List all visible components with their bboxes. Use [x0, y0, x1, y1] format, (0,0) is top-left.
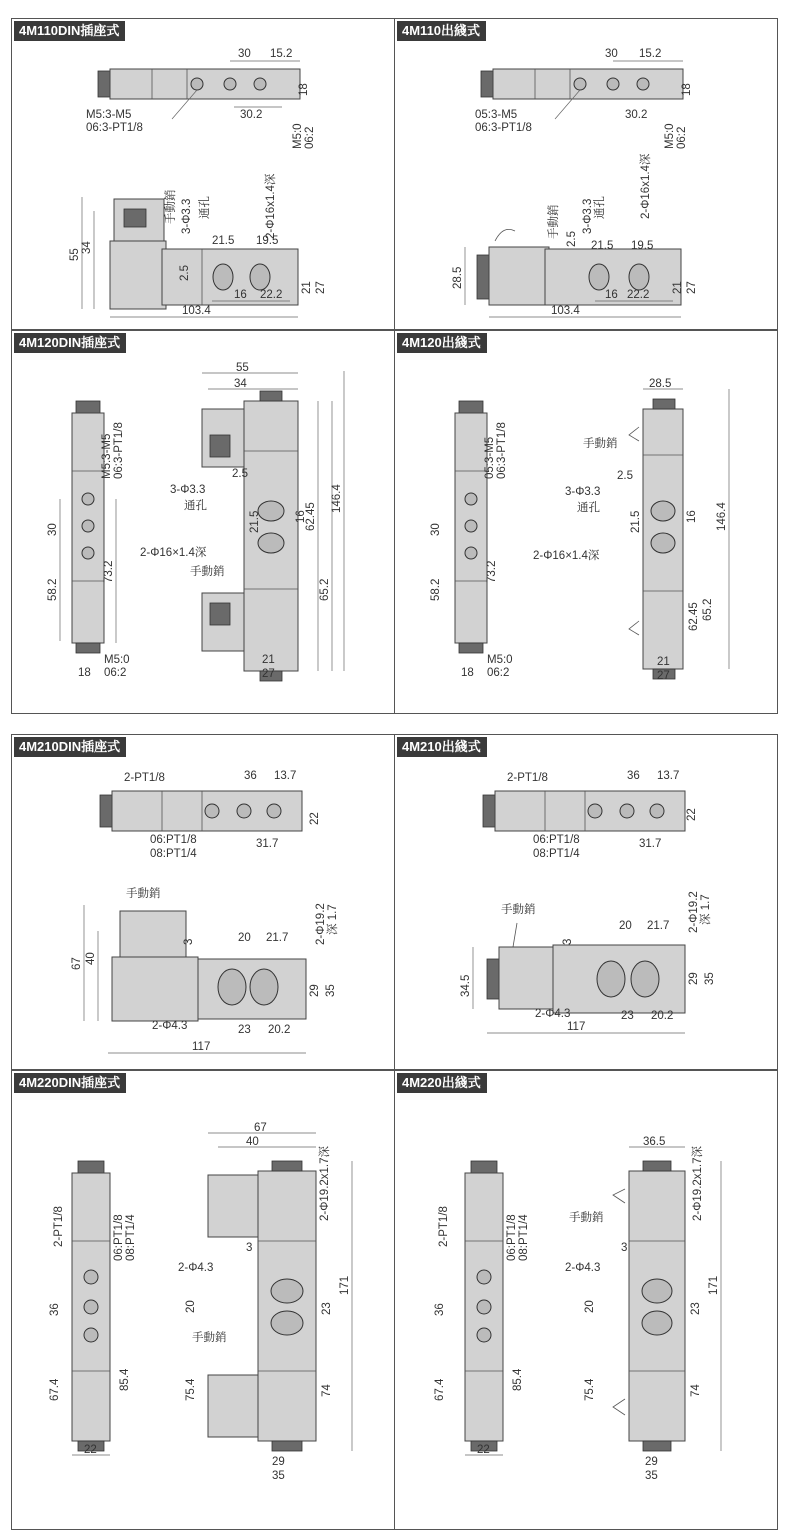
dim-label: 36: [434, 1303, 446, 1316]
lead-wire: [629, 427, 639, 441]
label-thru: 通孔: [594, 196, 606, 219]
dim-label: 35: [325, 984, 337, 997]
label-hole: 3-Φ3.3: [170, 484, 206, 496]
valve-body-top: [493, 69, 683, 99]
dim-label: 30.2: [625, 109, 648, 121]
dim-label: 29: [688, 972, 700, 985]
dim-label: 16: [605, 289, 618, 301]
valve-body-top: [110, 69, 300, 99]
label-manual: 手動銷: [583, 438, 618, 450]
dim-label: 3: [246, 1242, 253, 1254]
drawing-4m110-din: [12, 19, 395, 330]
dim-label: 36: [244, 770, 257, 782]
dim-label: 34.5: [460, 974, 472, 997]
dim-label: 58.2: [430, 578, 442, 601]
din-connector-bottom: [208, 1375, 258, 1437]
dim-label: 06:2: [487, 667, 510, 679]
dim-label: 3: [621, 1242, 628, 1254]
dim-label: 19.5: [631, 240, 654, 252]
dim-label: 67: [254, 1122, 267, 1134]
lead-wire: [495, 229, 515, 241]
dim-label: 27: [657, 670, 670, 682]
dim-label: 2.5: [232, 468, 248, 480]
dim-label: 20.2: [651, 1010, 674, 1022]
port-label: 2-PT1/8: [124, 772, 165, 784]
dim-label: 62.45: [688, 602, 700, 631]
label-phi: 2-Φ19.2: [315, 903, 327, 945]
panel-title: 4M210DIN插座式: [14, 737, 126, 757]
dim-label: 146.4: [331, 484, 343, 513]
label-manual: 手動銷: [501, 904, 536, 916]
dim-label: 21: [657, 656, 670, 668]
dim-label: 27: [262, 668, 275, 680]
dim-label: 21.7: [647, 920, 670, 932]
panel-4m120-wire: [394, 330, 778, 714]
coil-cap: [487, 959, 499, 999]
dim-label: M5:0: [292, 123, 304, 149]
port-label: 2-PT1/8: [53, 1206, 65, 1247]
dim-label: 29: [645, 1456, 658, 1468]
dim-label: 13.7: [657, 770, 680, 782]
dim-label: 20: [238, 932, 251, 944]
dim-label: 06:2: [104, 667, 127, 679]
dim-label: 74: [690, 1384, 702, 1397]
dim-label: 67: [71, 957, 83, 970]
label-manual: 手動銷: [569, 1212, 604, 1224]
dim-label: 27: [315, 281, 327, 294]
dim-label: 20: [619, 920, 632, 932]
label-phi43: 2-Φ4.3: [152, 1020, 188, 1032]
panel-4m220-wire: [394, 1070, 778, 1530]
dim-label: 29: [272, 1456, 285, 1468]
port-label: 2-PT1/8: [438, 1206, 450, 1247]
din-connector-top: [208, 1175, 258, 1237]
dim-label: 58.2: [47, 578, 59, 601]
dim-label: 22: [477, 1444, 490, 1456]
dim-label: 36.5: [643, 1136, 666, 1148]
dim-label: 36: [49, 1303, 61, 1316]
dim-label: 67.4: [49, 1378, 61, 1401]
dim-label: 2.5: [617, 470, 633, 482]
dim-label: 22: [686, 808, 698, 821]
dim-label: 146.4: [716, 502, 728, 531]
dim-label: 21.5: [630, 510, 642, 533]
valve-body-front: [629, 1171, 685, 1441]
solenoid-coil: [110, 241, 166, 309]
dim-label: 22.2: [627, 289, 650, 301]
dim-label: 55: [236, 362, 249, 374]
dim-label: 35: [704, 972, 716, 985]
dim-label: 35: [645, 1470, 658, 1482]
dim-label: 15.2: [639, 48, 662, 60]
valve-body-front: [258, 1171, 316, 1441]
dim-label: 23: [238, 1024, 251, 1036]
coil-cap: [477, 255, 489, 299]
port-label: 06:3-PT1/8: [113, 422, 125, 479]
dim-label: 21.7: [266, 932, 289, 944]
dim-label: 85.4: [119, 1368, 131, 1391]
dim-label: 171: [339, 1275, 351, 1295]
panel-4m220-din: [11, 1070, 395, 1530]
panel-4m210-din: [11, 734, 395, 1070]
mount-hole: [250, 264, 270, 290]
dim-label: 2.5: [566, 231, 578, 247]
panel-title: 4M120DIN插座式: [14, 333, 126, 353]
dim-label: 18: [681, 83, 693, 96]
dim-label: 21: [301, 281, 313, 294]
dim-label: 67.4: [434, 1378, 446, 1401]
dim-label: 21.5: [212, 235, 235, 247]
dim-label: 13.7: [274, 770, 297, 782]
dim-label: 21.5: [249, 510, 261, 533]
label-manual: 手動銷: [165, 189, 177, 224]
panel-title: 4M120出綫式: [397, 333, 487, 353]
dim-label: 30: [605, 48, 618, 60]
dim-label: 31.7: [639, 838, 662, 850]
solenoid-coil: [112, 957, 198, 1021]
dim-label: 28.5: [452, 266, 464, 289]
dim-label: 117: [192, 1041, 211, 1053]
drawing-4m120-wire: [395, 331, 778, 714]
port-label: M5:3-M5: [86, 109, 132, 121]
lead-wire: [613, 1399, 625, 1415]
dim-label: 31.7: [256, 838, 279, 850]
dim-label: 171: [708, 1275, 720, 1295]
dim-label: 34: [234, 378, 247, 390]
dim-label: 30: [47, 523, 59, 536]
dim-label: 18: [78, 667, 91, 679]
dim-label: 23: [321, 1302, 333, 1315]
panel-4m110-din: [11, 18, 395, 330]
dim-label: 22: [84, 1444, 97, 1456]
drawing-4m220-din: [12, 1071, 395, 1530]
label-phi43: 2-Φ4.3: [178, 1262, 214, 1274]
port-label: 06:PT1/8: [150, 834, 197, 846]
panel-title: 4M220DIN插座式: [14, 1073, 126, 1093]
panel-4m110-wire: [394, 18, 778, 330]
din-connector: [120, 911, 186, 961]
dim-label: 85.4: [512, 1368, 524, 1391]
port-label: 06:PT1/8: [506, 1214, 518, 1261]
label-phi43: 2-Φ4.3: [535, 1008, 571, 1020]
drawing-4m110-wire: [395, 19, 778, 330]
label-thru: 通孔: [184, 500, 207, 512]
dim-label: 23: [621, 1010, 634, 1022]
label-manual: 手動銷: [192, 1332, 227, 1344]
dim-label: 21: [672, 281, 684, 294]
label-phi: 2-Φ19.2: [688, 891, 700, 933]
dim-label: 29: [309, 984, 321, 997]
label-deep: 深 1.7: [700, 894, 712, 925]
connector-face: [124, 209, 146, 227]
port-label: 06:3-PT1/8: [496, 422, 508, 479]
label-deep: 2-Φ16x1.4深: [640, 153, 652, 219]
dim-label: 20.2: [268, 1024, 291, 1036]
dim-label: 62.45: [305, 502, 317, 531]
dim-label: 2.5: [179, 265, 191, 281]
label-deep: 2-Φ16×1.4深: [533, 550, 600, 562]
dim-label: M5:0: [487, 654, 513, 666]
port-label: 06:PT1/8: [113, 1214, 125, 1261]
lead-wire: [613, 1189, 625, 1203]
dim-label: 19.5: [256, 235, 279, 247]
port-circle: [254, 78, 266, 90]
solenoid-coil: [499, 947, 553, 1009]
dim-label: M5:0: [104, 654, 130, 666]
port-label: 06:3-PT1/8: [475, 122, 532, 134]
drawing-4m120-din: [12, 331, 395, 714]
lead-wire: [629, 621, 639, 635]
dim-label: 15.2: [270, 48, 293, 60]
label-thru: 通孔: [199, 196, 211, 219]
dim-label: 65.2: [319, 578, 331, 601]
dim-label: 55: [69, 248, 81, 261]
label-deep: 2-Φ19.2x1.7深: [319, 1145, 331, 1221]
dim-label: M5:0: [664, 123, 676, 149]
dim-label: 16: [234, 289, 247, 301]
drawing-4m220-wire: [395, 1071, 778, 1530]
port-circle: [224, 78, 236, 90]
dim-label: 23: [690, 1302, 702, 1315]
port-label: 05:3-M5: [475, 109, 518, 121]
panel-title: 4M220出綫式: [397, 1073, 487, 1093]
lead-wire: [513, 923, 517, 947]
port-label: 08:PT1/4: [150, 848, 197, 860]
dim-label: 21.5: [591, 240, 614, 252]
dim-label: 40: [246, 1136, 259, 1148]
dim-label: 73.2: [103, 560, 115, 583]
dim-label: 22: [309, 812, 321, 825]
label-hole: 3-Φ3.3: [582, 198, 594, 234]
dim-label: 16: [295, 510, 307, 523]
port-label: 2-PT1/8: [507, 772, 548, 784]
dim-label: 30: [238, 48, 251, 60]
dim-label: 75.4: [584, 1378, 596, 1401]
panel-4m210-wire: [394, 734, 778, 1070]
port-label: 06:3-PT1/8: [86, 122, 143, 134]
dim-label: 16: [686, 510, 698, 523]
dim-label: 27: [686, 281, 698, 294]
label-deep: 2-Φ19.2x1.7深: [692, 1145, 704, 1221]
dim-label: 06:2: [676, 126, 688, 149]
dim-label: 20: [584, 1300, 596, 1313]
drawing-4m210-wire: [395, 735, 778, 1070]
panel-title: 4M210出綫式: [397, 737, 487, 757]
drawing-4m210-din: [12, 735, 395, 1070]
dim-label: 18: [298, 83, 310, 96]
dim-label: 34: [81, 241, 93, 254]
port-label: 08:PT1/4: [533, 848, 580, 860]
dim-label: 36: [627, 770, 640, 782]
dim-label: 30.2: [240, 109, 263, 121]
port-label: 05:3-M5: [484, 436, 496, 479]
port-label: M5:3-M5: [101, 433, 113, 479]
dim-label: 21: [262, 654, 275, 666]
dim-label: 40: [85, 952, 97, 965]
port-label: 08:PT1/4: [518, 1214, 530, 1261]
port-label: 06:PT1/8: [533, 834, 580, 846]
label-deep: 2-Φ16x1.4深: [265, 173, 277, 239]
dim-label: 28.5: [649, 378, 672, 390]
dim-label: 3: [183, 938, 195, 945]
label-manual: 手動銷: [190, 566, 225, 578]
dim-label: 06:2: [304, 126, 316, 149]
label-deep: 深 1.7: [327, 904, 339, 935]
dim-label: 103.4: [182, 305, 211, 317]
label-phi43: 2-Φ4.3: [565, 1262, 601, 1274]
label-hole: 3-Φ3.3: [565, 486, 601, 498]
panel-title: 4M110DIN插座式: [14, 21, 125, 41]
coil-cap: [98, 71, 110, 97]
mount-hole: [213, 264, 233, 290]
dim-label: 73.2: [486, 560, 498, 583]
port-circle: [191, 78, 203, 90]
dim-label: 30: [430, 523, 442, 536]
label-manual: 手動銷: [126, 888, 161, 900]
dim-label: 65.2: [702, 598, 714, 621]
solenoid-coil: [489, 247, 549, 305]
port-label: 08:PT1/4: [125, 1214, 137, 1261]
dim-label: 3: [562, 938, 574, 945]
dim-label: 75.4: [185, 1378, 197, 1401]
dim-label: 22.2: [260, 289, 283, 301]
dim-label: 20: [185, 1300, 197, 1313]
panel-4m120-din: [11, 330, 395, 714]
dim-label: 74: [321, 1384, 333, 1397]
dim-label: 103.4: [551, 305, 580, 317]
label-manual: 手動銷: [548, 204, 560, 239]
dim-label: 35: [272, 1470, 285, 1482]
dim-label: 117: [567, 1021, 586, 1033]
panel-title: 4M110出綫式: [397, 21, 486, 41]
label-thru: 通孔: [577, 502, 600, 514]
dim-label: 18: [461, 667, 474, 679]
label-deep: 2-Φ16×1.4深: [140, 547, 207, 559]
label-hole: 3-Φ3.3: [181, 198, 193, 234]
